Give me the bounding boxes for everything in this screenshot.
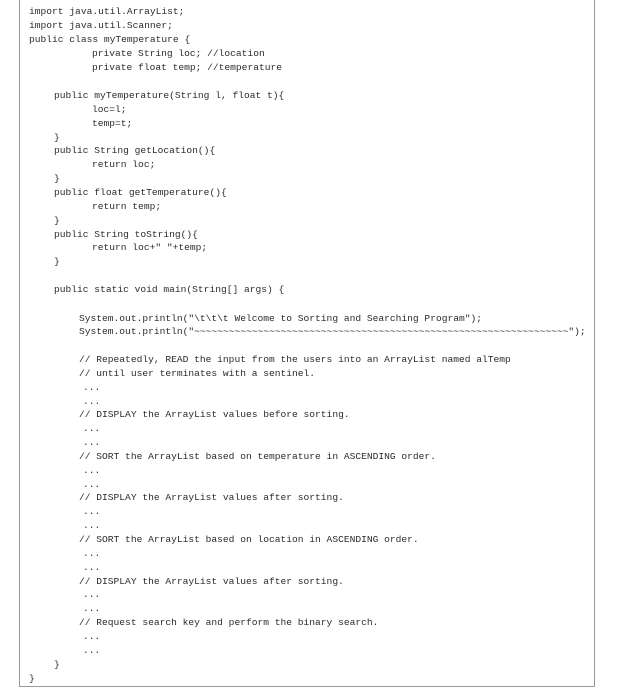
- code-line: System.out.println("~~~~~~~~~~~~~~~~~~~~~~~~~~~~~~~~~~~~~~~~~~~~~~~~~~~~~~~~~~~~~~~~~");: [79, 326, 586, 337]
- code-line: private String loc; //location: [92, 48, 265, 59]
- code-line: // until user terminates with a sentinel.: [79, 368, 316, 379]
- code-line: ...: [83, 396, 101, 407]
- code-line: // SORT the ArrayList based on temperature in ASCENDING order.: [79, 451, 436, 462]
- code-line: ...: [83, 520, 101, 531]
- code-line: }: [29, 673, 35, 684]
- code-line: ...: [83, 423, 101, 434]
- code-line: // SORT the ArrayList based on location in ASCENDING order.: [79, 534, 419, 545]
- code-line: ...: [83, 603, 101, 614]
- code-line: }: [54, 132, 60, 143]
- code-line: ...: [83, 506, 101, 517]
- code-line: // DISPLAY the ArrayList values after sorting.: [79, 576, 344, 587]
- code-line: // DISPLAY the ArrayList values before sorting.: [79, 409, 350, 420]
- code-line: }: [54, 659, 60, 670]
- code-line: public float getTemperature(){: [54, 187, 227, 198]
- code-line: ...: [83, 548, 101, 559]
- code-line: loc=l;: [92, 104, 127, 115]
- code-line: ...: [83, 562, 101, 573]
- code-line: ...: [83, 645, 101, 656]
- code-line: }: [54, 256, 60, 267]
- code-line: ...: [83, 437, 101, 448]
- code-line: return temp;: [92, 201, 162, 212]
- code-line: // Repeatedly, READ the input from the users into an ArrayList named alTemp: [79, 354, 511, 365]
- code-line: temp=t;: [92, 118, 133, 129]
- code-line: public class myTemperature {: [29, 34, 191, 45]
- code-line: }: [54, 173, 60, 184]
- code-line: public String getLocation(){: [54, 145, 216, 156]
- code-line: ...: [83, 589, 101, 600]
- code-line: public static void main(String[] args) {: [54, 284, 285, 295]
- code-line: return loc;: [92, 159, 156, 170]
- code-line: return loc+" "+temp;: [92, 242, 208, 253]
- code-line: public String toString(){: [54, 229, 198, 240]
- code-line: private float temp; //temperature: [92, 62, 282, 73]
- code-line: public myTemperature(String l, float t){: [54, 90, 285, 101]
- code-line: import java.util.ArrayList;: [29, 6, 185, 17]
- code-line: ...: [83, 382, 101, 393]
- code-line: System.out.println("\t\t\t Welcome to Sorting and Searching Program");: [79, 313, 483, 324]
- code-line: import java.util.Scanner;: [29, 20, 173, 31]
- code-line: }: [54, 215, 60, 226]
- code-line: ...: [83, 479, 101, 490]
- code-line: // DISPLAY the ArrayList values after sorting.: [79, 492, 344, 503]
- code-line: ...: [83, 465, 101, 476]
- code-line: // Request search key and perform the binary search.: [79, 617, 379, 628]
- code-line: ...: [83, 631, 101, 642]
